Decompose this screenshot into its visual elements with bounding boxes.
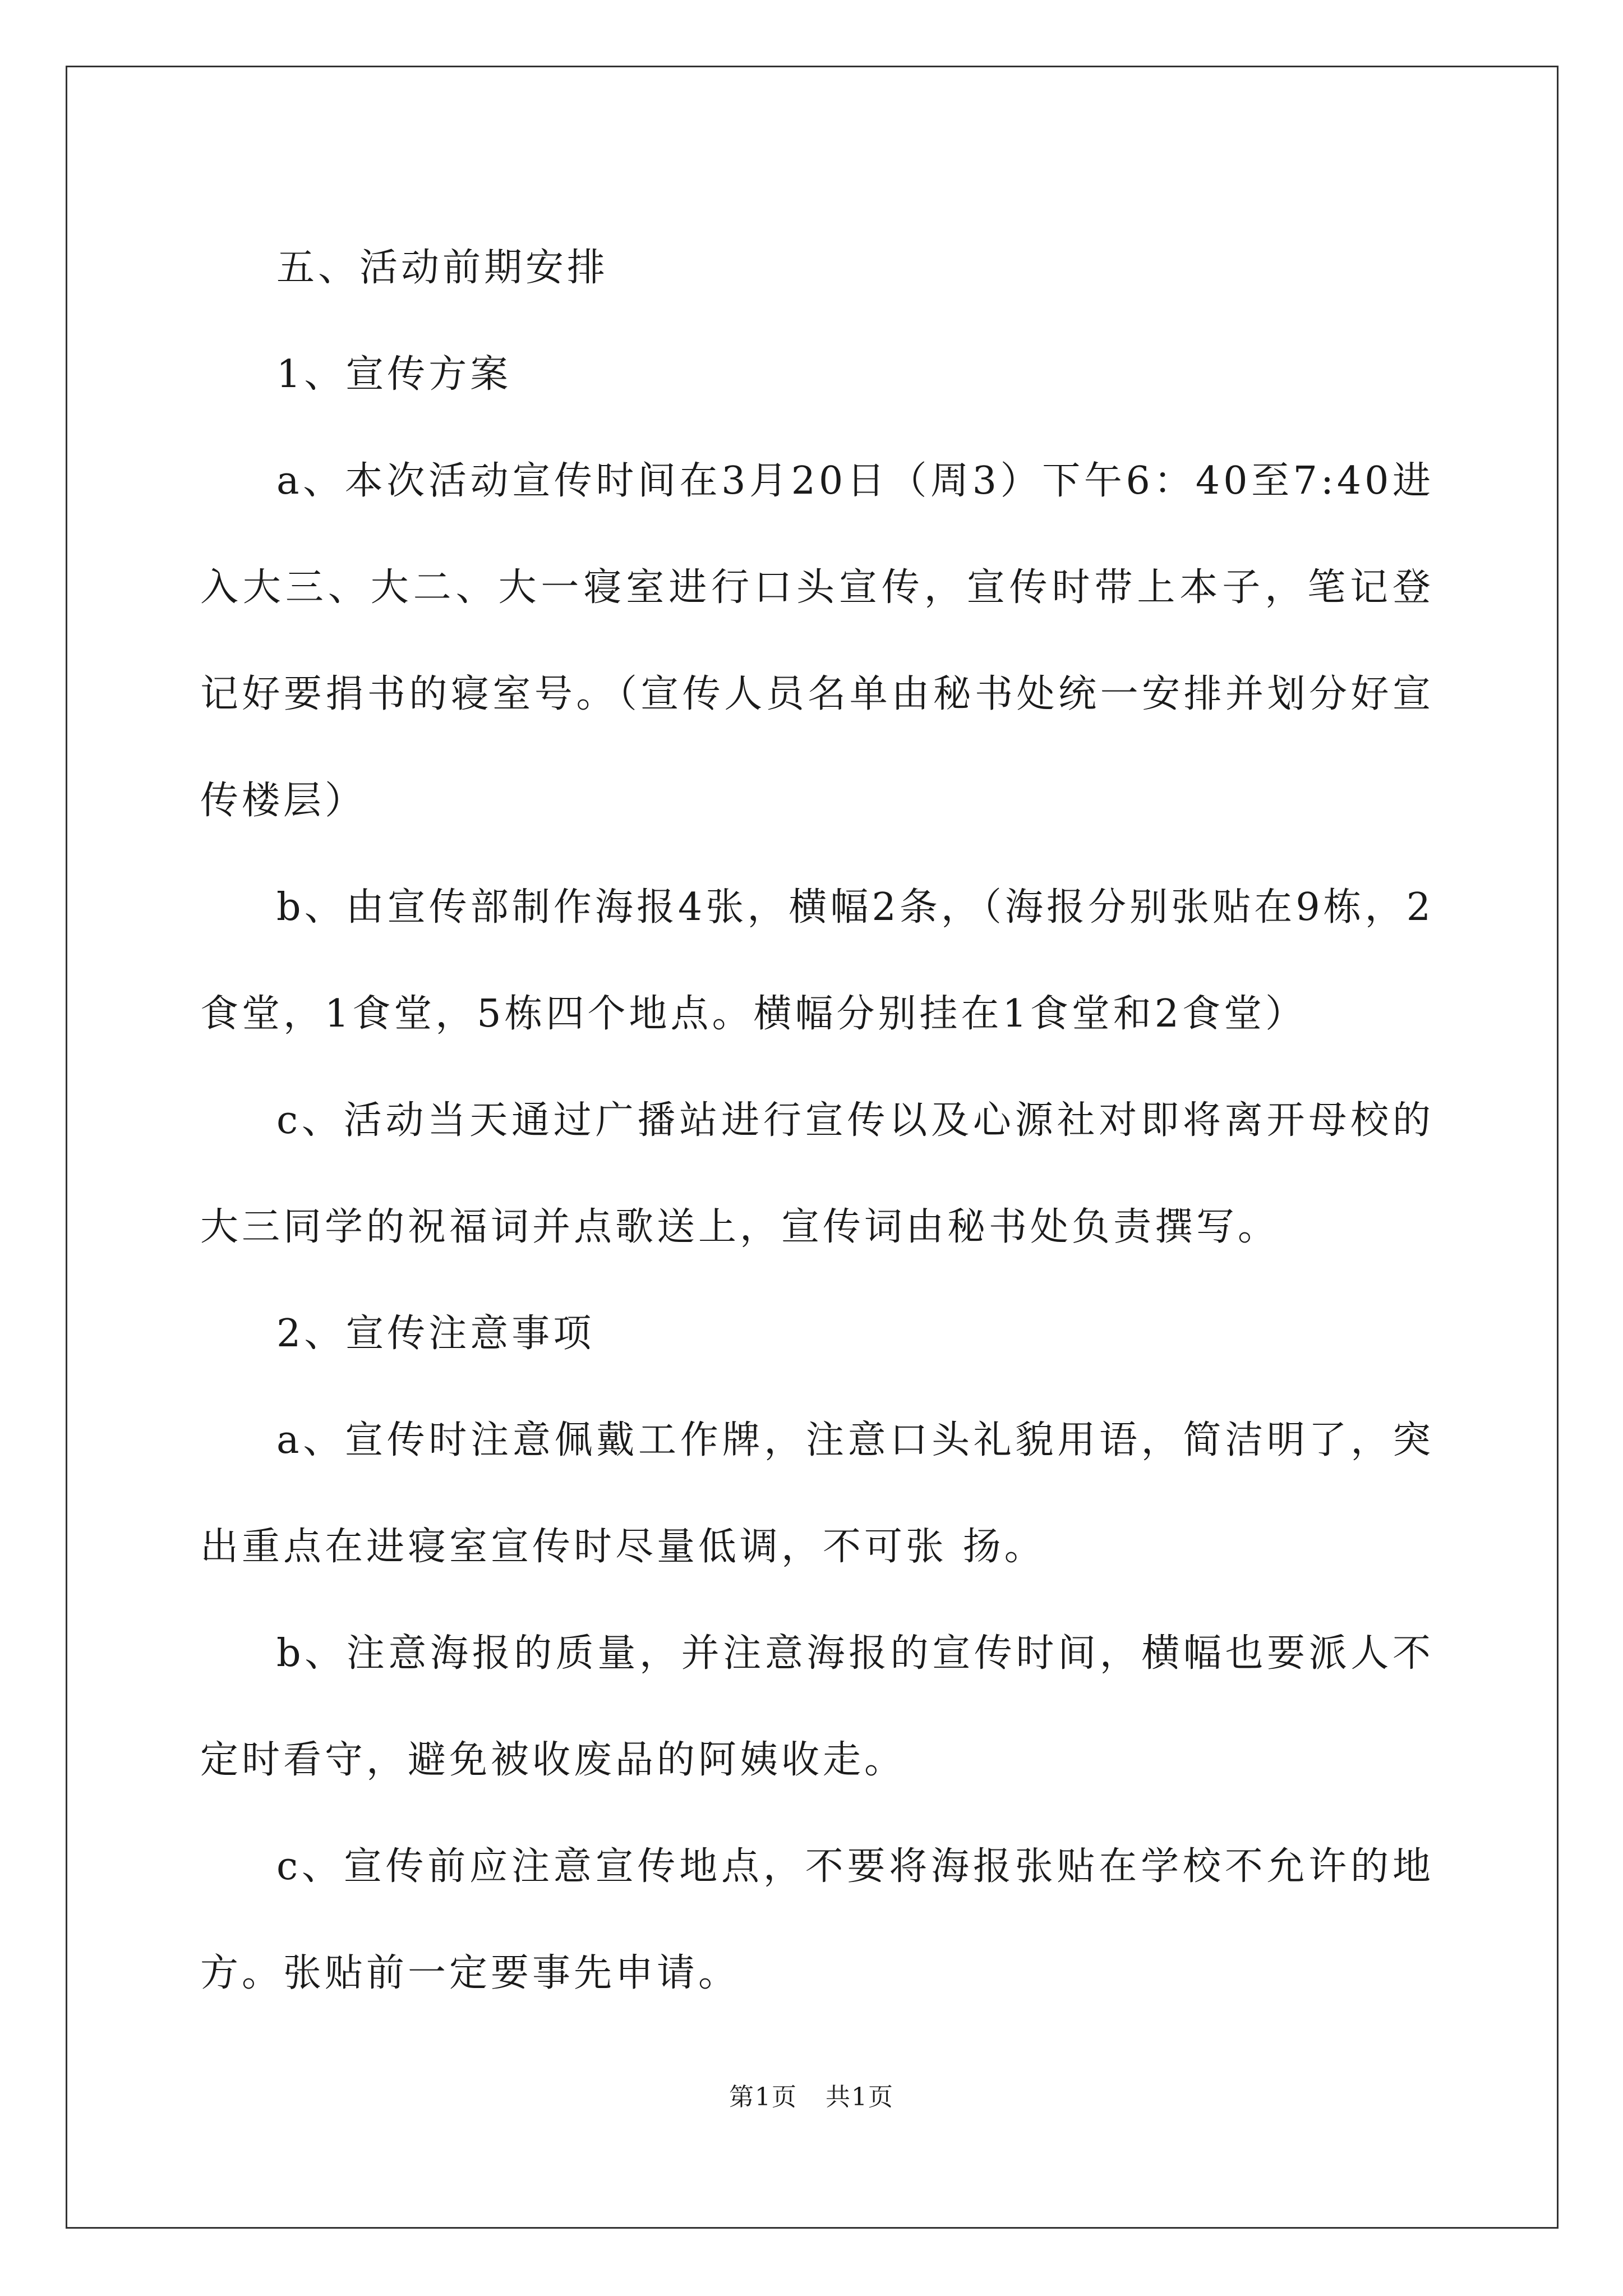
subsection-heading: 2、宣传注意事项 <box>276 1312 595 1356</box>
paragraph-item-a: a、宣传时注意佩戴工作牌，注意口头礼貌用语，简洁明了，突出重点在进寝室宣传时尽量低调，不可张 扬。 <box>200 1418 1434 1569</box>
section-heading: 五、活动前期安排 <box>276 246 609 290</box>
page-count: 共1页 <box>826 2083 894 2111</box>
paragraph-item-c: c、宣传前应注意宣传地点，不要将海报张贴在学校不允许的地方。张贴前一定要事先申请。 <box>200 1844 1434 1995</box>
paragraph-item-b: b、注意海报的质量，并注意海报的宣传时间，横幅也要派人不定时看守，避免被收废品的阿姨收走。 <box>200 1631 1434 1782</box>
document-body <box>200 215 1434 2027</box>
paragraph-item-a: a、本次活动宣传时间在3月20日（周3）下午6：40至7:40进入大三、大二、大一寝室进行口头宣传，宣传时带上本子，笔记登记好要捐书的寝室号。（宣传人员名单由秘书处统一安排并划分好宣传楼层） <box>200 459 1434 823</box>
paragraph-item-b: b、由宣传部制作海报4张，横幅2条，（海报分别张贴在9栋，2食堂，1食堂，5栋四个地点。横幅分别挂在1食堂和2食堂） <box>200 885 1434 1036</box>
paragraph-item-c: c、活动当天通过广播站进行宣传以及心源社对即将离开母校的大三同学的祝福词并点歌送上，宣传词由秘书处负责撰写。 <box>200 1098 1434 1249</box>
subsection-heading: 1、宣传方案 <box>276 352 512 397</box>
page-footer <box>0 2077 1623 2113</box>
page-number: 第1页 <box>729 2083 797 2111</box>
